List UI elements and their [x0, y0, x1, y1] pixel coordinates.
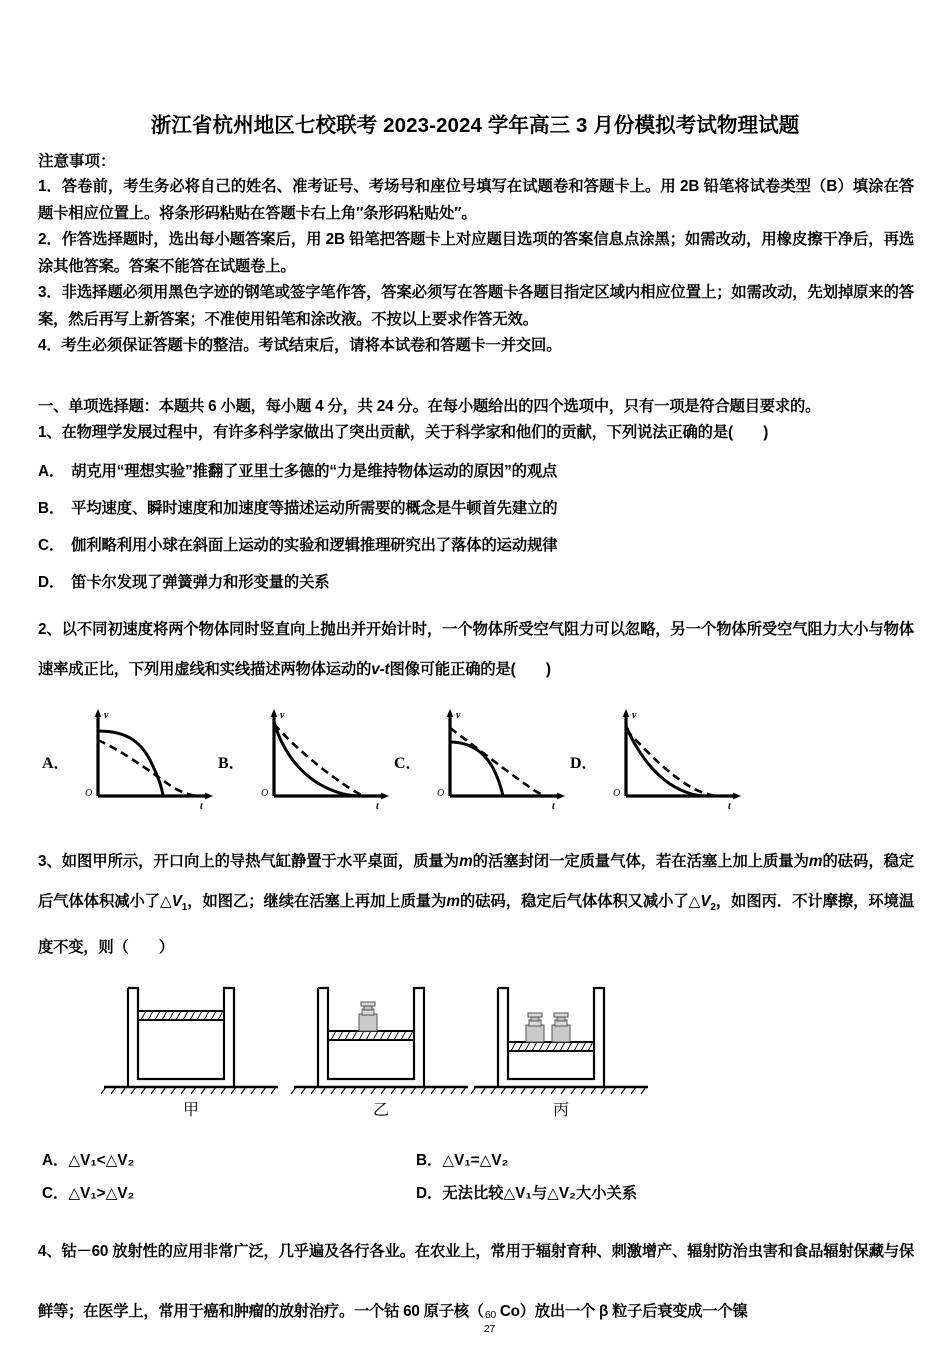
option-label: B． [38, 499, 65, 517]
svg-text:O: O [437, 787, 445, 799]
question-3-options [38, 1148, 914, 1214]
svg-text:t: t [728, 800, 731, 811]
question-3-stem-c: 的砝码，稳定后气体体积减小了△ [38, 852, 914, 910]
weight-2 [552, 1013, 570, 1042]
question-3-figure-row [38, 984, 914, 1134]
figure-caption-jia: 甲 [182, 1101, 199, 1119]
mass-symbol-3: m [446, 892, 460, 910]
svg-text:t: t [376, 800, 379, 811]
question-3-stem-f: ，如图丙．不计摩擦，环境温度不变，则（ ） [38, 892, 914, 956]
question-3-stem-e: 的砝码，稳定后气体体积又减小了△ [459, 892, 701, 910]
volume-symbol-2: V [700, 892, 711, 910]
question-3-option-a [42, 1148, 134, 1170]
question-2-graph-b [214, 708, 399, 813]
option-label: D． [38, 573, 65, 591]
option-text: 平均速度、瞬时速度和加速度等描述运动所需要的概念是牛顿首先建立的 [71, 499, 558, 517]
notice-heading: 注意事项： [38, 153, 116, 170]
question-3-options-row-2 [38, 1181, 914, 1214]
svg-text:v: v [632, 709, 637, 721]
vt-graph-d-svg [604, 708, 744, 811]
isotope-symbol: Co [499, 1302, 520, 1320]
option-text: △V₁>△V₂ [68, 1184, 135, 1202]
cylinder-jia-svg [96, 984, 286, 1096]
option-text: 胡克用“理想实验”推翻了亚里士多德的“力是维持物体运动的原因”的观点 [71, 462, 558, 480]
question-2-graph-c [390, 708, 575, 813]
option-label: A． [42, 1151, 69, 1169]
weight-1 [359, 1002, 377, 1031]
option-label: A． [38, 462, 65, 480]
option-label: B． [416, 1151, 443, 1169]
graph-label-b: B． [218, 754, 245, 772]
svg-text:v: v [456, 709, 461, 721]
question-3-option-c [42, 1181, 134, 1203]
figure-caption-bing: 丙 [552, 1101, 569, 1119]
question-1-option-b [38, 497, 914, 520]
volume-subscript-1: 1 [181, 901, 188, 913]
volume-symbol-1: V [171, 892, 182, 910]
isotope-atomic-number: 27 [483, 1323, 496, 1336]
option-label: D． [416, 1184, 443, 1202]
cylinder-figure-yi [286, 984, 476, 1119]
question-2-graph-d [566, 708, 751, 813]
svg-text:t: t [552, 800, 555, 811]
question-4-stem [38, 1222, 914, 1342]
notice-item-1: 1．答卷前，考生务必将自己的姓名、准考证号、考场号和座位号填写在试题卷和答题卡上。用 2B 铅笔将试卷类型（B）填涂在答题卡相应位置上。将条形码粘贴在答题卡右上角″条形码粘贴处″。 [38, 178, 914, 222]
notice-item-4: 4．考生必须保证答题卡的整洁。考试结束后，请将本试卷和答题卡一并交回。 [38, 337, 562, 354]
question-2-stem-part1: 2、以不同初速度将两个物体同时竖直向上抛出并开始计时，一个物体所受空气阻力可以忽略，另一个物体所受空气阻力大小与物体速率成正比，下列用虚线和实线描述两物体运动的 [38, 620, 914, 678]
page-title: 浙江省杭州地区七校联考 2023-2024 学年高三 3 月份模拟考试物理试题 [150, 114, 800, 137]
question-3-option-d [416, 1181, 637, 1203]
option-label: C． [38, 536, 65, 554]
cylinder-yi-svg [286, 984, 476, 1096]
question-1-option-a [38, 460, 914, 483]
option-text: 无法比较△V₁与△V₂大小关系 [442, 1184, 638, 1202]
question-2-stem-italic: v-t [371, 660, 390, 678]
cylinder-bing-svg [466, 984, 656, 1096]
section-1-heading: 一、单项选择题：本题共 6 小题，每小题 4 分，共 24 分。在每小题给出的四个选项中，只有一项是符合题目要求的。 [38, 397, 821, 415]
graph-label-d: D． [570, 754, 598, 772]
svg-text:t: t [200, 800, 203, 811]
question-3-options-row-1 [38, 1148, 914, 1181]
mass-symbol-1: m [459, 852, 473, 870]
vt-graph-c-svg [428, 708, 568, 811]
document-body [38, 150, 914, 1342]
isotope-mass-number: 60 [484, 1309, 497, 1322]
question-1-stem: 1、在物理学发展过程中，有许多科学家做出了突出贡献，关于科学家和他们的贡献，下列说法正确的是( ) [38, 423, 769, 441]
question-1-option-c [38, 534, 914, 557]
question-2-graph-a [38, 708, 223, 813]
spacer [38, 360, 914, 394]
cylinder-figure-bing [466, 984, 656, 1119]
option-text: 伽利略利用小球在斜面上运动的实验和逻辑推理研究出了落体的运动规律 [71, 536, 558, 554]
graph-label-c: C． [394, 754, 422, 772]
weight-1 [526, 1013, 544, 1042]
question-3-stem-a: 3、如图甲所示，开口向上的导热气缸静置于水平桌面，质量为 [38, 852, 460, 870]
isotope-notation [483, 1300, 500, 1336]
option-label: C． [42, 1184, 69, 1202]
option-text: 笛卡尔发现了弹簧弹力和形变量的关系 [71, 573, 330, 591]
question-2-stem [38, 610, 914, 690]
mass-symbol-2: m [808, 852, 823, 870]
svg-text:v: v [280, 709, 285, 721]
volume-subscript-2: 2 [710, 901, 716, 913]
question-3-stem-b: 的活塞封闭一定质量气体，若在活塞上加上质量为 [472, 852, 809, 870]
graph-label-a: A． [42, 754, 70, 772]
question-3-stem [38, 842, 914, 968]
notice-item-2: 2．作答选择题时，选出每小题答案后，用 2B 铅笔把答题卡上对应题目选项的答案信息点涂黑；如需改动，用橡皮擦干净后，再选涂其他答案。答案不能答在试题卷上。 [38, 231, 914, 275]
question-2-graph-row [38, 708, 914, 816]
svg-text:O: O [85, 787, 93, 799]
cylinder-figure-jia [96, 984, 286, 1119]
svg-text:v: v [104, 709, 109, 721]
figure-caption-yi: 乙 [372, 1101, 389, 1119]
question-3-stem-d: ，如图乙；继续在活塞上再加上质量为 [187, 892, 447, 910]
svg-text:O: O [261, 787, 269, 799]
question-4-part1: 4、钴－60 放射性的应用非常广泛，几乎遍及各行各业。在农业上，常用于辐射育种、刺激增产、辐射防治虫害和食品辐射保藏与保鲜等；在医学上，常用于癌和肿瘤的放射治疗。一个钴 60 原子核（ [38, 1242, 914, 1320]
option-text: △V₁<△V₂ [68, 1151, 135, 1169]
question-2-stem-part2: 图像可能正确的是( ) [389, 660, 551, 678]
vt-graph-a-svg [76, 708, 216, 811]
vt-graph-b-svg [252, 708, 392, 811]
question-4-part2: ）放出一个 β 粒子后衰变成一个镍 [519, 1302, 748, 1320]
question-3-option-b [416, 1148, 508, 1170]
notice-item-3: 3．非选择题必须用黑色字迹的钢笔或签字笔作答，答案必须写在答题卡各题目指定区域内相应位置上；如需改动，先划掉原来的答案，然后再写上新答案；不准使用铅笔和涂改液。不按以上要求作答无效。 [38, 284, 914, 328]
option-text: △V₁=△V₂ [442, 1151, 509, 1169]
question-1-option-d [38, 571, 914, 594]
svg-text:O: O [613, 787, 621, 799]
